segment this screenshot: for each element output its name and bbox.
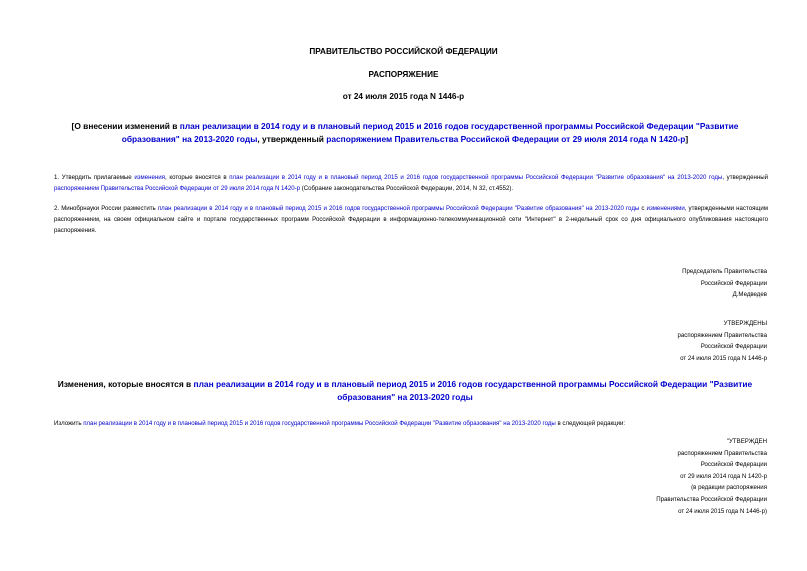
changes-heading: Изменения, которые вносятся в план реализации в 2014 году и в плановый период 2015 и 2016 годов государственной программы Российской Федерации "Развитие образования" на 2013-2020 годы (57, 379, 753, 402)
document-date-number: от 24 июля 2015 года N 1446-р (342, 92, 465, 101)
paragraph-3: Изложить план реализации в 2014 году и в плановый период 2015 и 2016 годов государственной программы Российской Федерации "Развитие образования" на 2013-2020 годы в следующей редакции: (54, 420, 626, 427)
para1-link-plan[interactable]: план реализации в 2014 году и в плановый период 2015 и 2016 годов государственной программы Российской Федерации "Развитие образования" на 2013-2020 годы (229, 174, 723, 181)
heading2-link-plan[interactable]: план реализации в 2014 году и в плановый период 2015 и 2016 годов государственной программы Российской Федерации "Развитие образования" на 2013-2020 годы (193, 379, 753, 402)
approval-block: УТВЕРЖДЕНЫ распоряжением Правительства Российской Федерации от 24 июля 2015 года N 1446-р (677, 320, 767, 362)
para3-link-plan[interactable]: план реализации в 2014 году и в плановый период 2015 и 2016 годов государственной программы Российской Федерации "Развитие образования" на 2013-2020 годы (83, 420, 556, 427)
para1-link-changes[interactable]: изменения (134, 174, 165, 181)
document-title: [О внесении изменений в план реализации в 2014 году и в плановый период 2015 и 2016 годов государственной программы Российской Федерации "Развитие образования" на 2013-2020 годы, утвержденный распоряжением Правительства Российской Федерации от 29 июля 2014 года N 1420-р] (71, 121, 739, 144)
paragraph-2: 2. Минобрнауки России разместить план реализации в 2014 году и в плановый период 2015 и 2016 годов государственной программы Российской Федерации "Развитие образования" на 2013-2020 годы с изменениями, утвержденными настоящим распоряжением, на своем официальном сайте и портале государственных программ Российской Федерации в информационно-телекоммуникационной сети "Интернет" в 2-недельный срок со дня официального опубликования настоящего распоряжения. (54, 205, 769, 234)
para2-link-plan[interactable]: план реализации в 2014 году и в плановый период 2015 и 2016 годов государственной программы Российской Федерации "Развитие образования" на 2013-2020 годы (157, 205, 640, 212)
title-link-decree[interactable]: распоряжением Правительства Российской Федерации от 29 июля 2014 года N 1420-р (326, 133, 686, 144)
paragraph-1: 1. Утвердить прилагаемые изменения, которые вносятся в план реализации в 2014 году и в плановый период 2015 и 2016 годов государственной программы Российской Федерации "Развитие образования" на 2013-2020 годы, утвержденный распоряжением Правительства Российской Федерации от 29 июля 2014 года N 1420-р (Собрание законодательства Российской Федерации, 2014, N 32, ст.4552). (54, 174, 768, 192)
approval-block-2: "УТВЕРЖДЕН распоряжением Правительства Российской Федерации от 29 июля 2014 года N 1420-р (в редакции распоряжения Правительства Российской Федерации от 24 июля 2015 года N 1446-р) (656, 438, 767, 515)
para1-link-decree[interactable]: распоряжением Правительства Российской Федерации от 29 июля 2014 года N 1420-р (54, 185, 301, 192)
signature-block: Председатель Правительства Российской Федерации Д.Медведев (682, 268, 767, 298)
document-type: РАСПОРЯЖЕНИЕ (368, 70, 439, 79)
government-name: ПРАВИТЕЛЬСТВО РОССИЙСКОЙ ФЕДЕРАЦИИ (309, 47, 498, 56)
title-link-plan[interactable]: план реализации в 2014 году и в плановый период 2015 и 2016 годов государственной программы Российской Федерации "Развитие образования" на 2013-2020 годы (121, 121, 739, 144)
para2-link-changes[interactable]: изменениями (646, 205, 685, 212)
